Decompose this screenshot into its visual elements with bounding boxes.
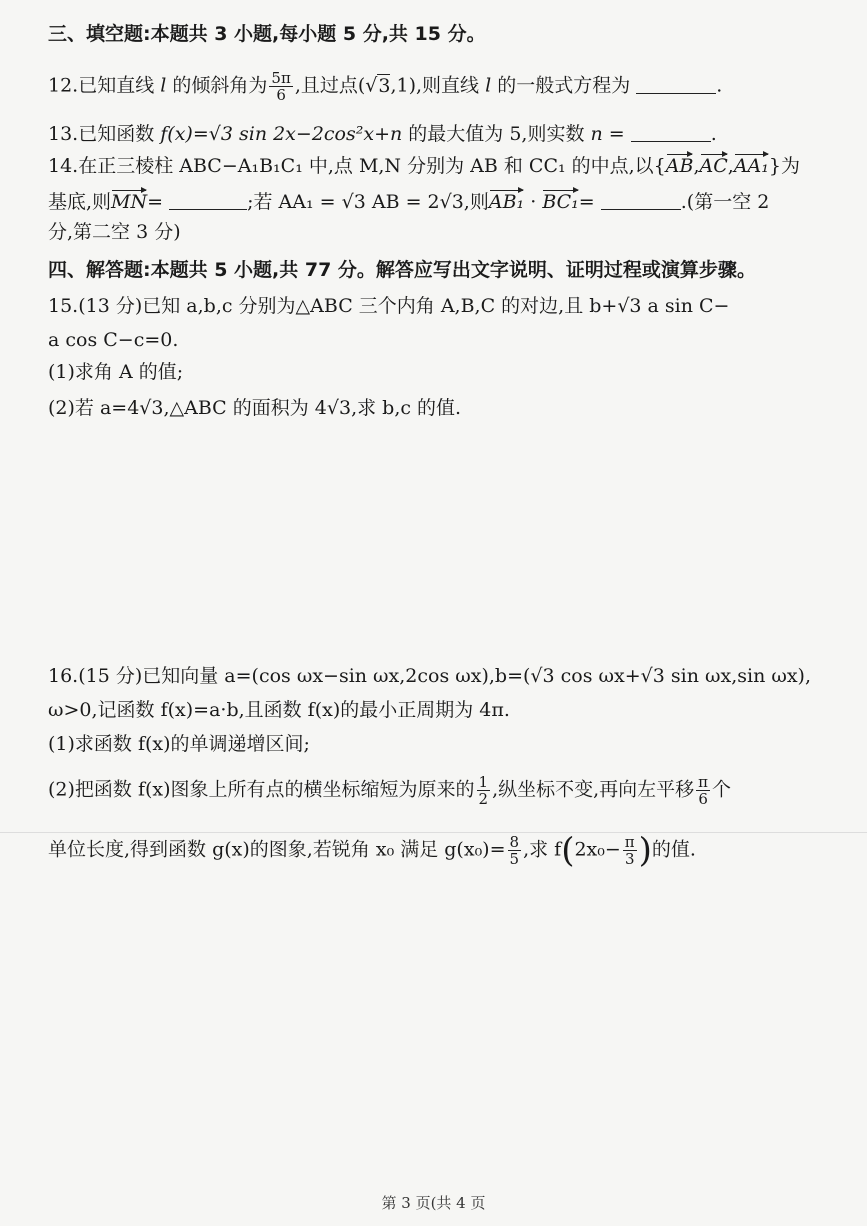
q13-end: . [710, 123, 717, 145]
q14-vector-mn: MN [111, 191, 148, 213]
q12-answer-blank [636, 75, 716, 94]
q16-fraction-pi-3 [623, 834, 637, 867]
q14-line2-e: .(第一空 2 [680, 191, 770, 213]
section-4-header: 四、解答题:本题共 5 小题,共 77 分。解答应写出文字说明、证明过程或演算步骤。 [48, 259, 756, 281]
q12-end: . [716, 74, 723, 97]
question-16-last-line [48, 830, 837, 871]
q16-part2-a: (2)把函数 f(x)图象上所有点的横坐标缩短为原来的 [48, 778, 475, 801]
q16-inner-a: 2x₀− [574, 838, 621, 861]
right-paren: ) [638, 830, 652, 871]
q16-frac85-num: 8 [509, 833, 520, 851]
q16-frac-pi3-num: π [624, 833, 635, 851]
q12-l-symbol-2: l [485, 74, 492, 97]
q12-text-c: ,1),则直线 [390, 74, 480, 97]
q14-line2-b: = [147, 191, 164, 213]
q14-line1: 14.在正三棱柱 ABC−A₁B₁C₁ 中,点 M,N 分别为 AB 和 CC₁ 的中点,以{ [48, 155, 666, 177]
q14-line1-end: }为 [768, 155, 800, 177]
q14-vector-ab: AB [665, 155, 694, 177]
question-13 [48, 122, 837, 146]
q12-frac-den: 6 [276, 86, 286, 104]
q14-answer-blank-2 [601, 191, 681, 210]
q12-prefix: 12.已知直线 [48, 74, 155, 97]
question-14-line-2 [48, 190, 837, 214]
left-paren: ( [561, 830, 575, 871]
question-16-part-2 [48, 774, 837, 807]
faint-divider [0, 832, 867, 833]
question-15-part-1: (1)求角 A 的值; [48, 361, 184, 383]
page-footer: 第 3 页(共 4 页 [381, 1194, 486, 1212]
q14-answer-blank-1 [169, 191, 247, 210]
question-14-line-3: 分,第二空 3 分) [48, 221, 181, 243]
question-15-line-2: a cos C−c=0. [48, 329, 179, 351]
q14-line2-c: ;若 AA₁ = √3 AB = 2√3,则 [247, 191, 489, 213]
question-16-line-2: ω>0,记函数 f(x)=a·b,且函数 f(x)的最小正周期为 4π. [48, 699, 510, 721]
q14-vector-aa1: AA₁ [733, 155, 769, 177]
q14-vector-bc1: BC₁ [542, 191, 579, 213]
q16-last-b: ,求 f [523, 838, 562, 861]
q16-frac-pi3-den: 3 [624, 850, 635, 868]
q16-frac-pi6-den: 6 [698, 790, 708, 808]
q14-line2-a: 基底,则 [48, 191, 112, 213]
q13-answer-blank [631, 123, 711, 142]
question-15-part-2: (2)若 a=4√3,△ABC 的面积为 4√3,求 b,c 的值. [48, 397, 462, 419]
q16-fraction-8-5 [508, 834, 522, 867]
q16-frac85-den: 5 [509, 850, 520, 868]
q12-frac-num: 5π [271, 69, 291, 87]
q12-text-d: 的一般式方程为 [497, 74, 631, 97]
q16-frac-half-num: 1 [478, 773, 489, 791]
question-16-part-1: (1)求函数 f(x)的单调递增区间; [48, 733, 310, 755]
q13-expression: f(x)=√3 sin 2x−2cos²x+n [160, 123, 403, 145]
question-14-line-1: 14.在正三棱柱 ABC−A₁B₁C₁ 中,点 M,N 分别为 AB 和 CC₁ 的中点,以{AB,AC,AA₁}为 [48, 155, 800, 177]
q14-vector-ac: AC [699, 155, 728, 177]
q16-part2-b: ,纵坐标不变,再向左平移 [492, 778, 695, 801]
q14-vector-ab1: AB₁ [488, 191, 525, 213]
q13-text: 的最大值为 5,则实数 [408, 123, 585, 145]
q12-fraction [269, 70, 292, 103]
q12-text-b: ,且过点( [294, 74, 366, 97]
q16-last-c: 的值. [651, 838, 696, 861]
question-15-line-1: 15.(13 分)已知 a,b,c 分别为△ABC 三个内角 A,B,C 的对边,且 b+√3 a sin C− [48, 295, 730, 317]
q16-fraction-pi-6 [696, 774, 710, 807]
q16-fraction-half [477, 774, 491, 807]
q12-sqrt: 3 [378, 74, 391, 97]
q12-text-a: 的倾斜角为 [172, 74, 268, 97]
q16-part2-c: 个 [712, 778, 732, 801]
q13-prefix: 13.已知函数 [48, 123, 155, 145]
q16-frac-half-den: 2 [478, 790, 489, 808]
q16-frac-pi6-num: π [698, 773, 709, 791]
q14-line2-d: = [578, 191, 595, 213]
q16-last-a: 单位长度,得到函数 g(x)的图象,若锐角 x₀ 满足 g(x₀)= [48, 838, 506, 861]
question-12: 12.已知直线 l 的倾斜角为 $\frac{5\pi}{6}$ ,且过点(√3,1),则直线 l 的一般式方程为 . [48, 69, 723, 104]
q13-n: n = [590, 123, 625, 145]
question-16-line-1: 16.(15 分)已知向量 a=(cos ωx−sin ωx,2cos ωx),b=(√3 cos ωx+√3 sin ωx,sin ωx), [48, 665, 812, 687]
section-3-header: 三、填空题:本题共 3 小题,每小题 5 分,共 15 分。 [48, 23, 486, 45]
q14-dot: · [530, 191, 537, 213]
q12-l-symbol: l [160, 74, 167, 97]
